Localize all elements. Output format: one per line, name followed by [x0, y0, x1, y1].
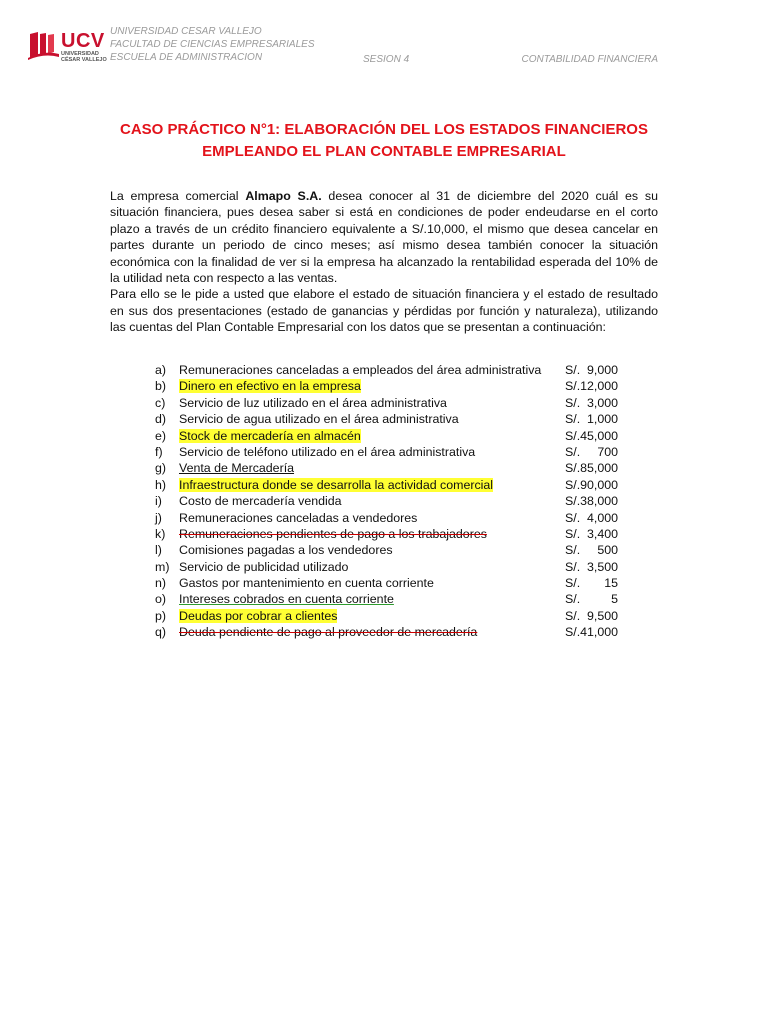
- item-letter: a): [155, 363, 167, 377]
- list-item: [155, 411, 635, 427]
- item-description: [179, 362, 541, 378]
- item-description: [179, 428, 361, 444]
- item-description: [179, 444, 475, 460]
- item-amount: S/. 3,500: [565, 559, 619, 574]
- item-description-text: Servicio de publicidad utilizado: [179, 559, 349, 574]
- list-item: [155, 624, 635, 640]
- item-description-text: Deudas por cobrar a clientes: [179, 608, 338, 623]
- item-description: [179, 510, 417, 526]
- item-letter: q): [155, 625, 167, 640]
- item-description: [179, 395, 447, 411]
- item-amount: S/. 3,400: [565, 526, 619, 541]
- item-amount: S/. 3,000: [565, 395, 619, 410]
- item-letter: b): [155, 379, 167, 394]
- list-item: [155, 460, 635, 476]
- item-letter: h): [155, 477, 167, 492]
- item-amount: S/.90,000: [565, 477, 619, 492]
- item-description-text: Remuneraciones canceladas a vendedores: [179, 510, 418, 525]
- item-amount: S/. 5: [565, 592, 619, 607]
- item-amount: S/.85,000: [565, 461, 619, 476]
- list-item: [155, 575, 635, 591]
- item-amount: S/.38,000: [565, 494, 619, 509]
- item-letter: o): [155, 592, 167, 607]
- item-amount: S/. 9,000: [565, 363, 619, 377]
- item-description: [179, 608, 337, 624]
- item-description: [179, 624, 477, 640]
- item-description-text: Dinero en efectivo en la empresa: [179, 379, 361, 394]
- item-letter: j): [155, 510, 162, 525]
- item-amount: S/. 500: [565, 543, 619, 558]
- item-description-text: Remuneraciones canceladas a empleados del área administrativa: [179, 363, 542, 377]
- item-description: [179, 591, 394, 607]
- list-item: [155, 542, 635, 558]
- page-title: [110, 119, 658, 163]
- item-amount: S/. 4,000: [565, 510, 619, 525]
- item-description-text: Remuneraciones pendientes de pago a los trabajadores: [179, 526, 487, 541]
- item-description-text: Venta de Mercadería: [179, 461, 295, 476]
- item-letter: d): [155, 412, 167, 427]
- header-session: SESION 4: [363, 54, 410, 65]
- item-description-text: Intereses cobrados en cuenta corriente: [179, 592, 394, 607]
- item-description: [179, 559, 348, 575]
- list-item: [155, 510, 635, 526]
- page-header: [28, 22, 748, 72]
- item-letter: i): [155, 494, 162, 509]
- list-item: [155, 428, 635, 444]
- list-item: [155, 378, 635, 394]
- list-item: [155, 477, 635, 493]
- list-item: [155, 591, 635, 607]
- title-line-1: CASO PRÁCTICO N°1: ELABORACIÓN DEL LOS ESTADOS FINANCIEROS: [120, 121, 648, 138]
- item-amount: S/. 700: [565, 444, 619, 459]
- item-letter: l): [155, 543, 162, 558]
- item-description: [179, 526, 487, 542]
- header-university: UNIVERSIDAD CESAR VALLEJO: [110, 26, 262, 37]
- item-amount: S/.41,000: [565, 625, 619, 640]
- list-item: [155, 362, 635, 378]
- item-letter: p): [155, 608, 167, 623]
- list-item: [155, 526, 635, 542]
- header-faculty: FACULTAD DE CIENCIAS EMPRESARIALES: [110, 39, 315, 50]
- item-description-text: Servicio de agua utilizado en el área administrativa: [179, 412, 459, 427]
- item-letter: c): [155, 395, 166, 410]
- item-description: [179, 493, 342, 509]
- case-description: [110, 188, 658, 336]
- accounts-list: [155, 362, 635, 641]
- header-school: ESCUELA DE ADMINISTRACION: [110, 52, 263, 63]
- item-letter: n): [155, 576, 167, 591]
- item-description-text: Deuda pendiente de pago al proveedor de mercadería: [179, 625, 478, 640]
- item-description-text: Infraestructura donde se desarrolla la actividad comercial: [179, 477, 494, 492]
- item-description: [179, 477, 493, 493]
- item-description: [179, 411, 459, 427]
- item-amount: S/. 15: [565, 576, 619, 591]
- item-description: [179, 542, 393, 558]
- item-letter: g): [155, 461, 167, 476]
- item-description-text: Servicio de teléfono utilizado en el área administrativa: [179, 444, 476, 459]
- list-item: [155, 395, 635, 411]
- item-letter: k): [155, 526, 166, 541]
- item-letter: f): [155, 444, 163, 459]
- item-description-text: Comisiones pagadas a los vendedores: [179, 543, 393, 558]
- item-amount: S/.45,000: [565, 428, 619, 443]
- company-name: Almapo S.A.: [245, 189, 322, 203]
- item-description-text: Gastos por mantenimiento en cuenta corriente: [179, 576, 434, 591]
- list-item: [155, 493, 635, 509]
- item-letter: m): [155, 559, 170, 574]
- item-letter: e): [155, 428, 167, 443]
- item-description-text: Stock de mercadería en almacén: [179, 428, 361, 443]
- logo-subtitle-1: UNIVERSIDAD: [61, 51, 99, 57]
- item-description: [179, 378, 361, 394]
- ucv-logo: [28, 28, 108, 70]
- item-description: [179, 575, 434, 591]
- item-description: [179, 460, 294, 476]
- list-item: [155, 608, 635, 624]
- paragraph-1: [110, 188, 658, 286]
- item-amount: S/.12,000: [565, 379, 619, 394]
- logo-subtitle-2: CÉSAR VALLEJO: [61, 57, 107, 63]
- item-amount: S/. 9,500: [565, 608, 619, 623]
- list-item: [155, 444, 635, 460]
- title-line-2: EMPLEANDO EL PLAN CONTABLE EMPRESARIAL: [202, 143, 566, 160]
- list-item: [155, 559, 635, 575]
- logo-brand: UCV: [61, 30, 105, 52]
- paragraph-1-start: La empresa comercial: [110, 189, 246, 203]
- header-course: CONTABILIDAD FINANCIERA: [521, 54, 658, 65]
- paragraph-2: Para ello se le pide a usted que elabore el estado de situación financiera y el estado de resultado en sus dos presentaciones (estado de ganancias y pérdidas por función y naturaleza), utilizando las cuentas del Plan Contable Empresarial con los datos que se presentan a continuación:: [110, 287, 658, 335]
- paragraph-1-rest: desea conocer al 31 de diciembre del 2020 cuál es su situación financiera, pues desea saber si está en condiciones de poder endeudarse en el corto plazo a través de un crédito financiero equivalente a S/.10,000, el mismo que desea cancelar en partes durante un periodo de cinco meses; así mismo desea también conocer la situación económica con la finalidad de ver si la empresa ha alcanzado la rentabilidad esperada del 10% de la utilidad neta con respecto a las ventas.: [110, 189, 658, 286]
- ucv-logo-icon: [28, 30, 60, 60]
- item-description-text: Costo de mercadería vendida: [179, 494, 342, 509]
- item-amount: S/. 1,000: [565, 412, 619, 427]
- item-description-text: Servicio de luz utilizado en el área administrativa: [179, 395, 447, 410]
